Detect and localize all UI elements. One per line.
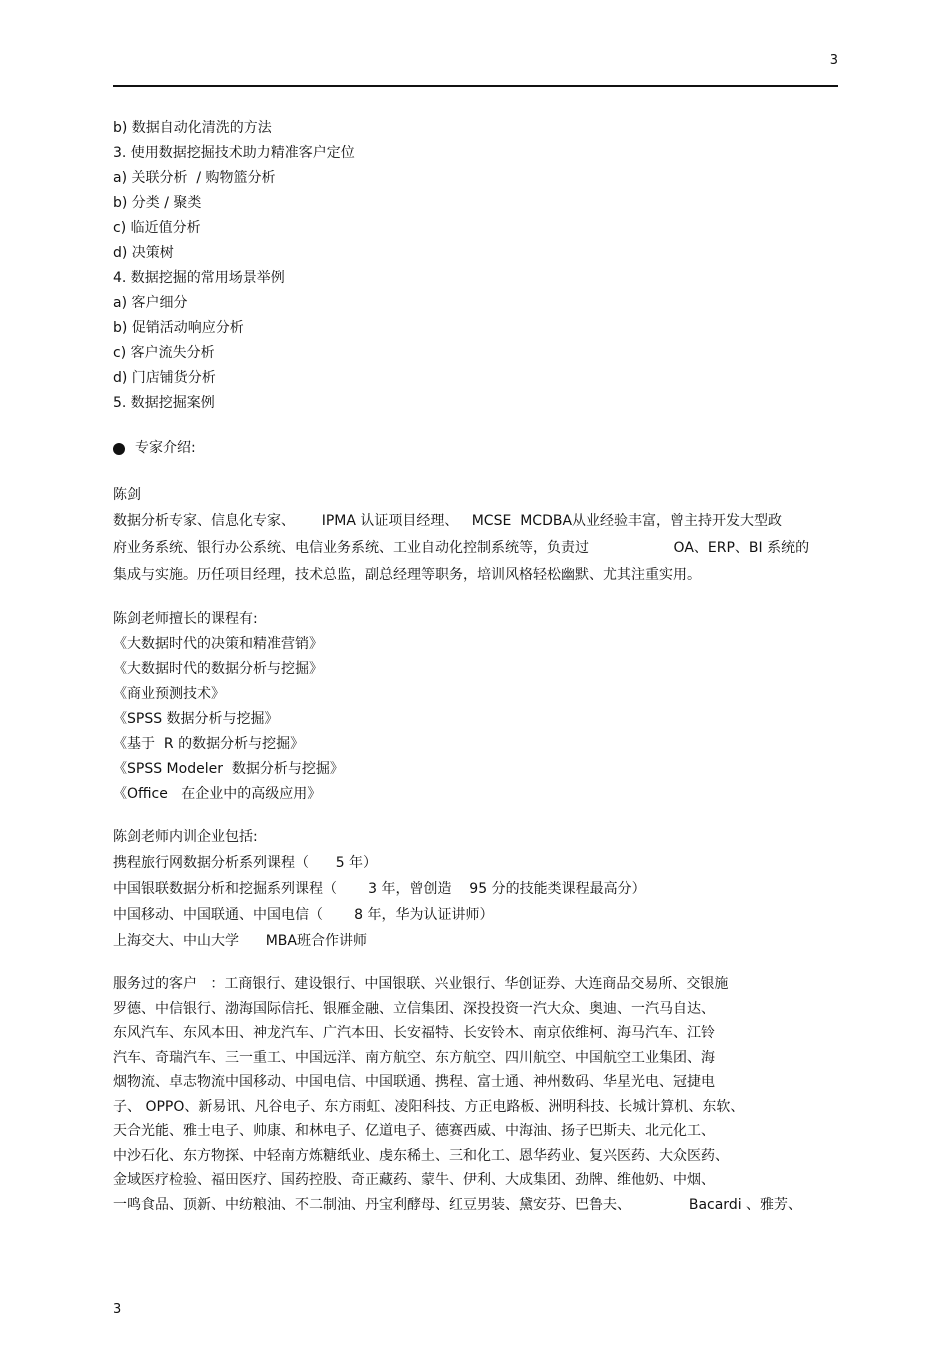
- bio-line: 府业务系统、银行办公系统、电信业务系统、工业自动化控制系统等，负责过 OA、ERP、BI 系统的: [113, 540, 810, 556]
- outline-item: b) 促销活动响应分析: [113, 320, 244, 336]
- training-item: 携程旅行网数据分析系列课程（ 5 年）: [113, 855, 378, 871]
- outline-item: a) 客户细分: [113, 295, 188, 311]
- bio-line: 集成与实施。历任项目经理，技术总监，副总经理等职务，培训风格轻松幽默、尤其注重实用。: [113, 567, 701, 583]
- training-list: [113, 850, 843, 954]
- header-rule: [113, 85, 838, 87]
- training-item: 中国银联数据分析和挖掘系列课程（ 3 年，曾创造 95 分的技能类课程最高分）: [113, 881, 646, 897]
- clients-line: 天合光能、雅士电子、帅康、和林电子、亿道电子、德赛西威、中海油、扬子巴斯夫、北元化工、: [113, 1123, 715, 1139]
- clients-line: 一鸣食品、顶新、中纺粮油、不二制油、丹宝利酵母、红豆男装、黛安芬、巴鲁夫、 Bacardi 、雅芳、: [113, 1196, 803, 1213]
- clients-line: 罗德、中信银行、渤海国际信托、银雁金融、立信集团、深投投资一汽大众、奥迪、一汽马自达、: [113, 1000, 715, 1017]
- expert-bio: [113, 508, 843, 589]
- outline-item: b) 分类 / 聚类: [113, 195, 202, 211]
- course-item: 《大数据时代的决策和精准营销》: [113, 636, 323, 652]
- course-item: 《商业预测技术》: [113, 686, 225, 702]
- clients-line: 汽车、奇瑞汽车、三一重工、中国远洋、南方航空、东方航空、四川航空、中国航空工业集团、海: [113, 1049, 715, 1066]
- page-number-bottom: 3: [113, 1302, 122, 1317]
- clients-line: 东风汽车、东风本田、神龙汽车、广汽本田、长安福特、长安铃木、南京依维柯、海马汽车、江铃: [113, 1025, 715, 1041]
- outline-item: 3. 使用数据挖掘技术助力精准客户定位: [113, 145, 355, 161]
- outline-item: 5. 数据挖掘案例: [113, 395, 215, 411]
- training-item: 上海交大、中山大学 MBA班合作讲师: [113, 933, 367, 949]
- clients-line: 中沙石化、东方物探、中轻南方炼糖纸业、虔东稀土、三和化工、恩华药业、复兴医药、大众医药、: [113, 1147, 729, 1164]
- outline-item: c) 客户流失分析: [113, 345, 215, 361]
- document-body: [113, 116, 843, 1217]
- clients-line: 服务过的客户 ：工商银行、建设银行、中国银联、兴业银行、华创证券、大连商品交易所、交银施: [113, 976, 729, 992]
- course-item: 《基于 R 的数据分析与挖掘》: [113, 736, 305, 752]
- outline-item: 4. 数据挖掘的常用场景举例: [113, 270, 285, 286]
- clients-line: 子、 OPPO、新易讯、凡谷电子、东方雨虹、凌阳科技、方正电路板、洲明科技、长城计算机、东软、: [113, 1098, 745, 1115]
- outline-item: c) 临近值分析: [113, 220, 201, 236]
- outline-item: d) 门店铺货分析: [113, 370, 216, 386]
- outline-item: a) 关联分析 / 购物篮分析: [113, 170, 276, 186]
- expert-heading-text: 专家介绍:: [135, 440, 196, 456]
- courses-list: [113, 632, 843, 807]
- course-item: 《大数据时代的数据分析与挖掘》: [113, 661, 323, 677]
- outline-list: [113, 116, 843, 416]
- page-number-top: 3: [829, 53, 838, 68]
- clients-line: 金域医疗检验、福田医疗、国药控股、奇正藏药、蒙牛、伊利、大成集团、劲牌、维他奶、中烟、: [113, 1172, 715, 1188]
- clients-paragraph: [113, 972, 843, 1217]
- course-item: 《Office 在企业中的高级应用》: [113, 786, 322, 802]
- course-item: 《SPSS 数据分析与挖掘》: [113, 711, 279, 727]
- clients-line: 烟物流、卓志物流中国移动、中国电信、中国联通、携程、富士通、神州数码、华星光电、冠捷电: [113, 1074, 715, 1090]
- outline-item: b) 数据自动化清洗的方法: [113, 120, 272, 136]
- bullet-icon: [113, 443, 125, 455]
- course-item: 《SPSS Modeler 数据分析与挖掘》: [113, 761, 344, 777]
- training-heading: 陈剑老师内训企业包括:: [113, 829, 258, 845]
- outline-item: d) 决策树: [113, 245, 174, 261]
- courses-heading: 陈剑老师擅长的课程有:: [113, 611, 258, 627]
- bio-line: 数据分析专家、信息化专家、 IPMA 认证项目经理、 MCSE MCDBA从业经验丰富，曾主持开发大型政: [113, 513, 783, 529]
- expert-name: 陈剑: [113, 487, 141, 503]
- expert-heading: [113, 436, 843, 461]
- training-item: 中国移动、中国联通、中国电信（ 8 年，华为认证讲师）: [113, 907, 494, 923]
